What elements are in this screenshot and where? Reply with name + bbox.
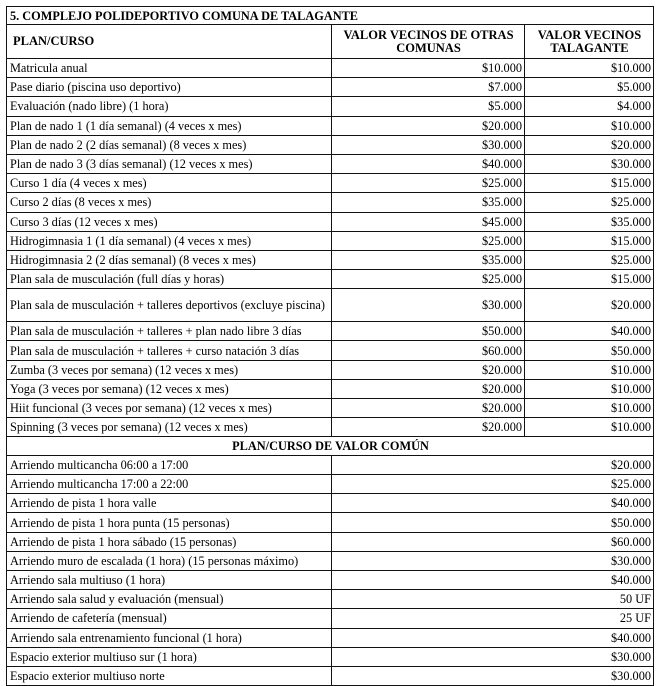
table-row — [7, 551, 654, 570]
price-talagante: $5.000 — [525, 78, 654, 97]
price-talagante: $10.000 — [525, 399, 654, 418]
common-name: Arriendo de pista 1 hora valle — [7, 494, 332, 513]
price-otras-comunas: $60.000 — [332, 341, 525, 360]
table-title-row — [7, 7, 654, 25]
price-talagante: $20.000 — [525, 135, 654, 154]
common-name: Arriendo de pista 1 hora sábado (15 personas) — [7, 532, 332, 551]
table-row — [7, 360, 654, 379]
table-row — [7, 174, 654, 193]
table-row — [7, 418, 654, 437]
price-otras-comunas: $30.000 — [332, 135, 525, 154]
price-otras-comunas: $7.000 — [332, 78, 525, 97]
plan-name: Hidrogimnasia 1 (1 día semanal) (4 veces x mes) — [7, 231, 332, 250]
plan-name: Plan sala de musculación (full días y horas) — [7, 270, 332, 289]
price-talagante: $25.000 — [525, 193, 654, 212]
common-price: $30.000 — [332, 647, 654, 666]
common-price: 50 UF — [332, 590, 654, 609]
common-name: Arriendo multicancha 06:00 a 17:00 — [7, 455, 332, 474]
price-talagante: $10.000 — [525, 59, 654, 78]
common-name: Arriendo sala salud y evaluación (mensual) — [7, 590, 332, 609]
table-row — [7, 59, 654, 78]
common-name: Espacio exterior multiuso norte — [7, 666, 332, 685]
price-talagante: $20.000 — [525, 289, 654, 322]
table-row — [7, 513, 654, 532]
plan-name: Zumba (3 veces por semana) (12 veces x mes) — [7, 360, 332, 379]
price-otras-comunas: $5.000 — [332, 97, 525, 116]
common-name: Arriendo sala entrenamiento funcional (1 hora) — [7, 628, 332, 647]
header-talagante: VALOR VECINOS TALAGANTE — [525, 25, 654, 59]
common-price: $40.000 — [332, 494, 654, 513]
table-row — [7, 231, 654, 250]
common-price: $20.000 — [332, 455, 654, 474]
table-title: 5. COMPLEJO POLIDEPORTIVO COMUNA DE TALAGANTE — [7, 7, 654, 25]
plan-name: Curso 2 días (8 veces x mes) — [7, 193, 332, 212]
table-row — [7, 590, 654, 609]
table-row — [7, 399, 654, 418]
price-talagante: $15.000 — [525, 231, 654, 250]
common-price: $40.000 — [332, 571, 654, 590]
price-otras-comunas: $10.000 — [332, 59, 525, 78]
price-talagante: $50.000 — [525, 341, 654, 360]
table-row — [7, 97, 654, 116]
price-talagante: $30.000 — [525, 154, 654, 173]
price-talagante: $15.000 — [525, 174, 654, 193]
table-row — [7, 475, 654, 494]
header-plan: PLAN/CURSO — [7, 25, 332, 59]
price-otras-comunas: $40.000 — [332, 154, 525, 173]
table-row — [7, 494, 654, 513]
plan-name: Hidrogimnasia 2 (2 días semanal) (8 veces x mes) — [7, 250, 332, 269]
plan-name: Plan de nado 3 (3 días semanal) (12 veces x mes) — [7, 154, 332, 173]
table-row — [7, 116, 654, 135]
plan-name: Curso 1 día (4 veces x mes) — [7, 174, 332, 193]
common-name: Arriendo de cafetería (mensual) — [7, 609, 332, 628]
common-price: $25.000 — [332, 475, 654, 494]
section-header-row — [7, 437, 654, 456]
plan-name: Plan sala de musculación + talleres deportivos (excluye piscina) — [7, 289, 332, 322]
common-price: $50.000 — [332, 513, 654, 532]
table-row — [7, 628, 654, 647]
table-row — [7, 666, 654, 685]
common-price: $30.000 — [332, 551, 654, 570]
price-talagante: $10.000 — [525, 379, 654, 398]
plan-name: Matricula anual — [7, 59, 332, 78]
table-row — [7, 609, 654, 628]
plan-name: Spinning (3 veces por semana) (12 veces x mes) — [7, 418, 332, 437]
common-name: Arriendo multicancha 17:00 a 22:00 — [7, 475, 332, 494]
plan-name: Plan de nado 2 (2 días semanal) (8 veces x mes) — [7, 135, 332, 154]
price-otras-comunas: $20.000 — [332, 360, 525, 379]
table-row — [7, 647, 654, 666]
price-otras-comunas: $45.000 — [332, 212, 525, 231]
price-talagante: $10.000 — [525, 360, 654, 379]
common-name: Arriendo muro de escalada (1 hora) (15 personas máximo) — [7, 551, 332, 570]
price-talagante: $35.000 — [525, 212, 654, 231]
price-otras-comunas: $20.000 — [332, 418, 525, 437]
section-title: PLAN/CURSO DE VALOR COMÚN — [7, 437, 654, 456]
common-name: Arriendo sala multiuso (1 hora) — [7, 571, 332, 590]
price-talagante: $10.000 — [525, 418, 654, 437]
price-talagante: $10.000 — [525, 116, 654, 135]
price-otras-comunas: $35.000 — [332, 250, 525, 269]
fees-table — [6, 6, 654, 686]
price-otras-comunas: $35.000 — [332, 193, 525, 212]
table-row — [7, 135, 654, 154]
header-otras-comunas: VALOR VECINOS DE OTRAS COMUNAS — [332, 25, 525, 59]
plan-name: Evaluación (nado libre) (1 hora) — [7, 97, 332, 116]
common-price: $40.000 — [332, 628, 654, 647]
common-name: Arriendo de pista 1 hora punta (15 personas) — [7, 513, 332, 532]
table-row — [7, 455, 654, 474]
plan-name: Plan sala de musculación + talleres + curso natación 3 días — [7, 341, 332, 360]
plan-name: Hiit funcional (3 veces por semana) (12 veces x mes) — [7, 399, 332, 418]
plan-name: Plan de nado 1 (1 día semanal) (4 veces x mes) — [7, 116, 332, 135]
price-otras-comunas: $25.000 — [332, 174, 525, 193]
plan-name: Pase diario (piscina uso deportivo) — [7, 78, 332, 97]
price-otras-comunas: $30.000 — [332, 289, 525, 322]
price-talagante: $40.000 — [525, 322, 654, 341]
price-talagante: $4.000 — [525, 97, 654, 116]
table-row — [7, 571, 654, 590]
common-price: $30.000 — [332, 666, 654, 685]
table-row — [7, 193, 654, 212]
table-row — [7, 289, 654, 322]
price-otras-comunas: $25.000 — [332, 270, 525, 289]
plan-name: Plan sala de musculación + talleres + plan nado libre 3 días — [7, 322, 332, 341]
table-row — [7, 154, 654, 173]
common-price: $60.000 — [332, 532, 654, 551]
header-row — [7, 25, 654, 59]
price-talagante: $25.000 — [525, 250, 654, 269]
plan-name: Yoga (3 veces por semana) (12 veces x mes) — [7, 379, 332, 398]
table-row — [7, 250, 654, 269]
table-row — [7, 532, 654, 551]
table-row — [7, 322, 654, 341]
price-otras-comunas: $20.000 — [332, 399, 525, 418]
price-otras-comunas: $25.000 — [332, 231, 525, 250]
table-row — [7, 212, 654, 231]
table-row — [7, 270, 654, 289]
table-row — [7, 78, 654, 97]
price-otras-comunas: $20.000 — [332, 379, 525, 398]
price-talagante: $15.000 — [525, 270, 654, 289]
plan-name: Curso 3 días (12 veces x mes) — [7, 212, 332, 231]
price-otras-comunas: $50.000 — [332, 322, 525, 341]
table-row — [7, 341, 654, 360]
table-row — [7, 379, 654, 398]
common-price: 25 UF — [332, 609, 654, 628]
price-otras-comunas: $20.000 — [332, 116, 525, 135]
common-name: Espacio exterior multiuso sur (1 hora) — [7, 647, 332, 666]
